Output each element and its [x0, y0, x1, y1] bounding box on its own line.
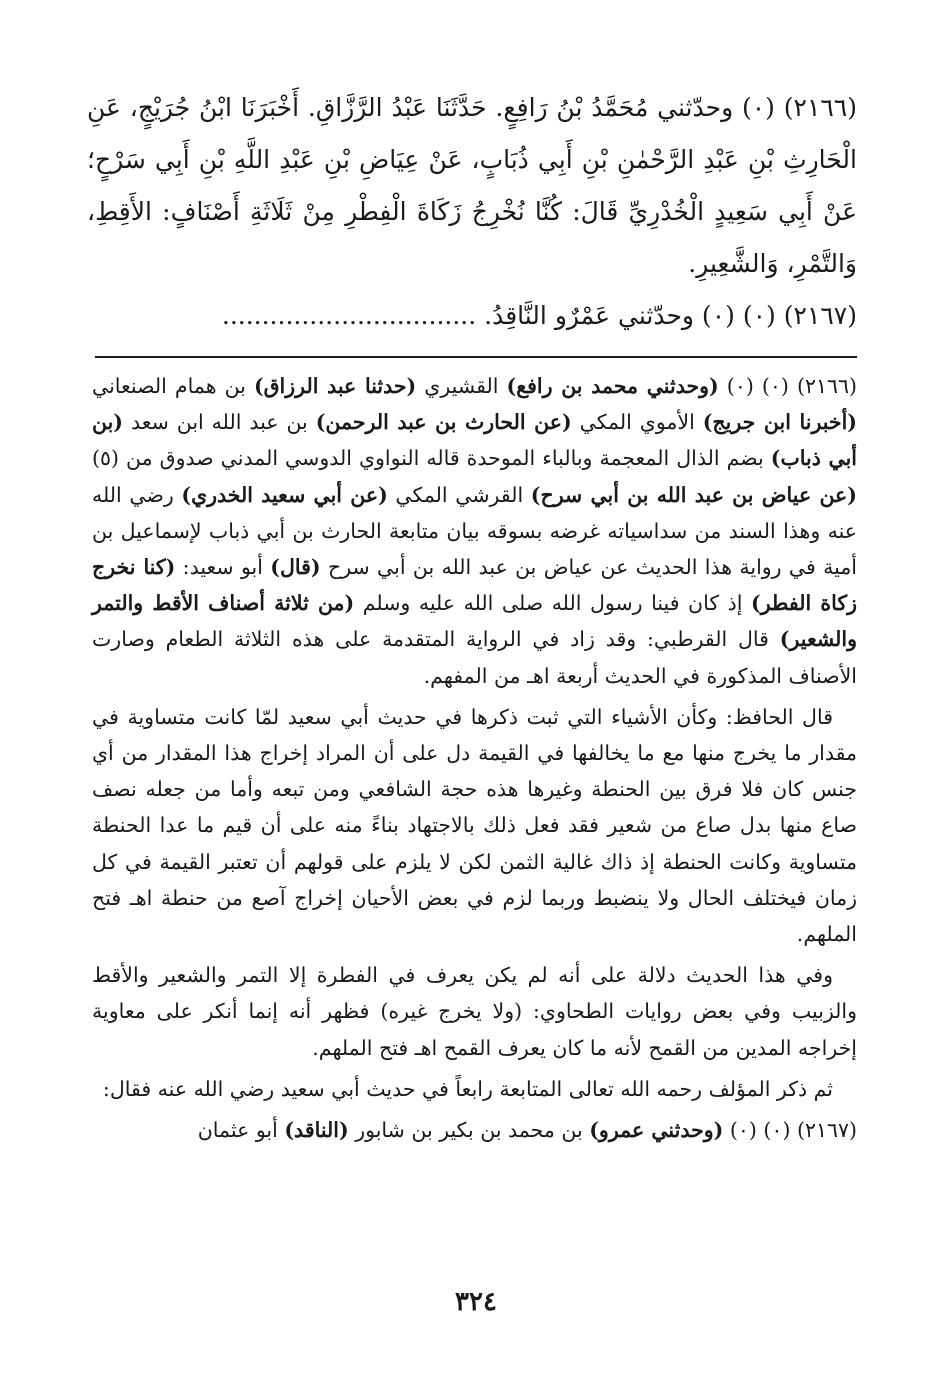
bold-span: (وحدثني محمد بن رافع)	[506, 374, 719, 398]
hadith-text	[87, 82, 857, 342]
ellipsis-dots: ................................	[221, 301, 477, 330]
page-number: ٣٢٤	[455, 1287, 497, 1317]
hadith-2167	[87, 290, 857, 342]
bold-span: (بن أبي ذباب)	[92, 410, 857, 471]
commentary-paragraph-2166	[92, 368, 857, 694]
bold-span: (قال)	[270, 555, 321, 580]
commentary-paragraph-hafiz: قال الحافظ: وكأن الأشياء التي ثبت ذكرها في حديث أبي سعيد لمّا كانت متساوية في مقدار ما يخرج منها مع ما يخالفها في القيمة دل على أن المراد إخراج هذا المقدار من أي جنس كان فلا فرق بين الحنطة وغيرها هذه حجة الشافعي ومن تبعه وأما من جعله نصف صاع منها بدل صاع من شعير فقد فعل ذلك بالاجتهاد بناءً منه على أن قيم ما عدا الحنطة متساوية وكانت الحنطة إذ ذاك غالية الثمن لكن لا يلزم على قولهم أن تعتبر القيمة في كل زمان فيختلف الحال ولا ينضبط وربما لزم في بعض الأحيان إخراج آصع من حنطة اهـ فتح الملهم.	[92, 704, 857, 947]
bold-span: (الناقد)	[284, 1118, 349, 1143]
bold-span: (حدثنا عبد الرزاق)	[253, 374, 417, 398]
commentary-paragraph-evidence: وفي هذا الحديث دلالة على أنه لم يكن يعرف في الفطرة إلا التمر والشعير والأقط والزبيب وفي بعض روايات الطحاوي: (ولا يخرج غيره) فظهر أنه إنما أنكر على معاوية إخراجه المدين من القمح لأنه ما كان يعرف القمح اهـ فتح الملهم.	[92, 963, 857, 1060]
hadith-2167-text: (٢١٦٧) (٠) (٠) وحدّثني عَمْرٌو النَّاقِدُ.	[484, 301, 857, 330]
text-span: بن محمد بن بكير بن شابور	[348, 1118, 590, 1143]
commentary-paragraph-2167	[92, 1112, 857, 1148]
commentary-paragraph-transition: ثم ذكر المؤلف رحمه الله تعالى المتابعة رابعاً في حديث أبي سعيد رضي الله عنه فقال:	[102, 1076, 833, 1101]
commentary-text	[92, 368, 857, 1153]
bold-span: (عن الحارث بن عبد الرحمن)	[315, 410, 572, 435]
text-span: بن همام الصنعاني	[92, 374, 254, 398]
text-span: رضي الله عنه وهذا السند من سداسياته غرضه بسوقه بيان متابعة الحارث بن أبي ذباب لإسماعيل بن أمية في رواية هذا الحديث عن عياض بن عبد الله بن أبي سرح	[92, 482, 857, 580]
text-span: الأموي المكي	[571, 410, 703, 435]
text-span: بن عبد الله ابن سعد	[123, 410, 316, 435]
text-span: أبو سعيد:	[175, 555, 271, 580]
hadith-2166: (٢١٦٦) (٠) وحدّثني مُحَمَّدُ بْنُ رَافِعٍ. حَدَّثَنَا عَبْدُ الرَّزَّاقِ. أَخْبَرَنَا ابْنُ جُرَيْجٍ، عَنِ الْحَارِثِ بْنِ عَبْدِ الرَّحْمٰنِ بْنِ أَبِي ذُبَابٍ، عَنْ عِيَاضِ بْنِ عَبْدِ اللَّهِ بْنِ أَبِي سَرْحٍ؛ عَنْ أَبِي سَعِيدٍ الْخُدْرِيِّ قَالَ: كُنَّا نُخْرِجُ زَكَاةَ الْفِطْرِ مِنْ ثَلَاثَةِ أَصْنَافٍ: الأَقِطِ، وَالتَّمْرِ، وَالشَّعِيرِ.	[87, 93, 857, 278]
bold-span: (وحدثني عمرو)	[589, 1118, 724, 1143]
text-span: قال القرطبي: وقد زاد في الرواية المتقدمة على هذه الثلاثة الطعام وصارت الأصناف المذكورة في الحديث أربعة اهـ من المفهم.	[92, 627, 857, 688]
bold-span: (عن عياض بن عبد الله بن أبي سرح)	[530, 482, 857, 507]
bold-span: (عن أبي سعيد الخدري)	[181, 482, 388, 507]
bold-span: (من ثلاثة أصناف الأقط والتمر والشعير)	[92, 591, 857, 652]
bold-span: (كنا نخرج زكاة الفطر)	[92, 555, 858, 616]
text-span: إذ كان فينا رسول الله صلى الله عليه وسلم	[354, 591, 752, 616]
text-span: (٢١٦٧) (٠) (٠)	[723, 1118, 857, 1143]
text-span: القرشي المكي	[387, 482, 531, 507]
text-span: (٢١٦٦) (٠) (٠)	[718, 374, 858, 398]
footnote-divider	[95, 356, 857, 358]
text-span: القشيري	[416, 374, 507, 398]
bold-span: (أخبرنا ابن جريج)	[702, 410, 858, 435]
text-span: بضم الذال المعجمة وبالباء الموحدة قاله النواوي الدوسي المدني صدوق من (٥)	[92, 446, 771, 471]
text-span: أبو عثمان	[197, 1118, 285, 1143]
